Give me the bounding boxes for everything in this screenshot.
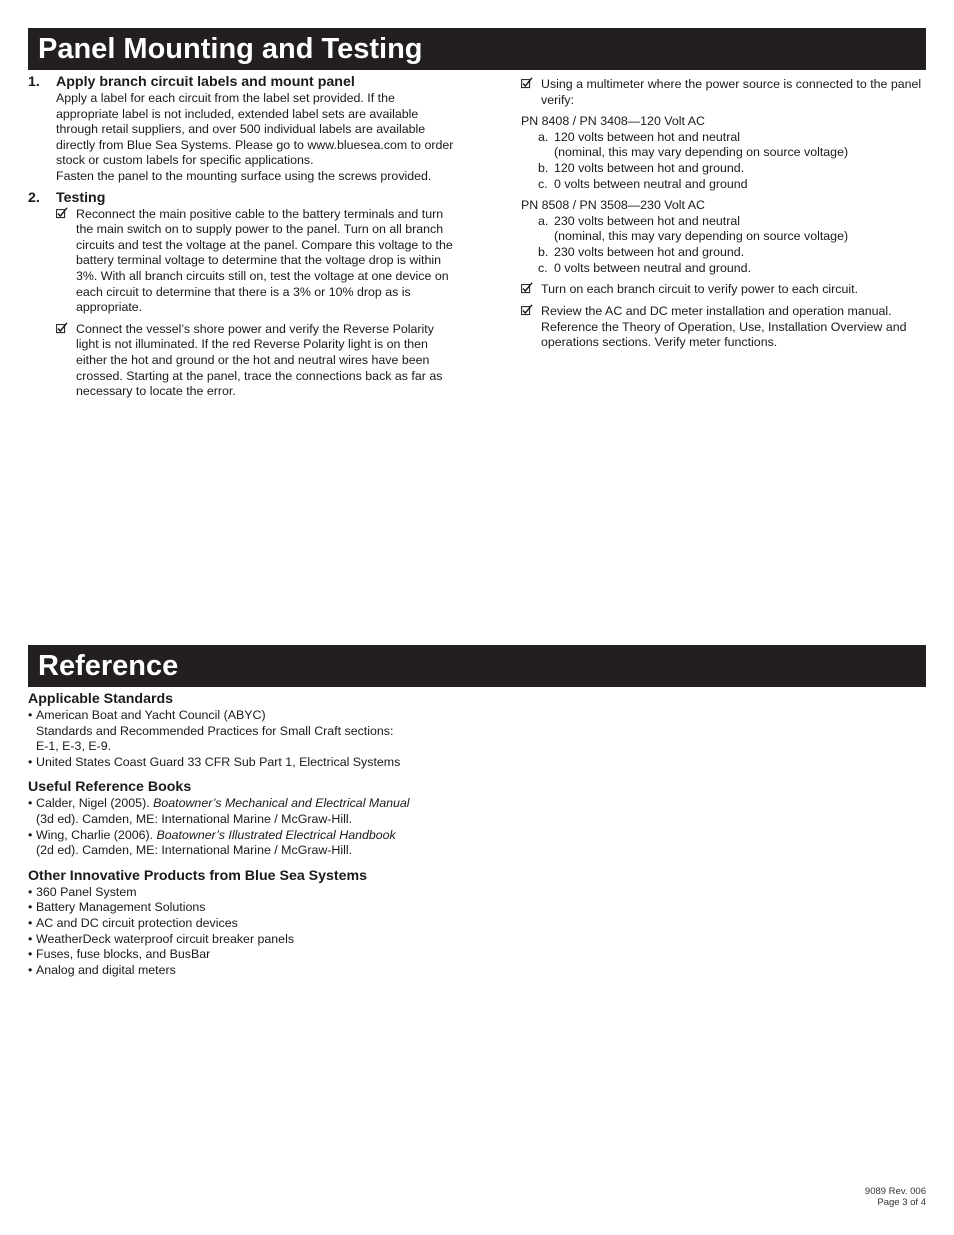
pn-list-item xyxy=(538,245,931,261)
standard-sections: E-1, E-3, E-9. xyxy=(36,739,112,754)
list-text: Analog and digital meters xyxy=(36,962,176,977)
pn-list-item xyxy=(538,261,931,277)
list-item xyxy=(28,828,548,859)
book-author: Calder, Nigel (2005). xyxy=(36,796,154,811)
section-title: Panel Mounting and Testing xyxy=(38,33,423,65)
list-text xyxy=(36,796,548,827)
bullet: • xyxy=(28,900,33,915)
pn-heading: PN 8408 / PN 3408—120 Volt AC xyxy=(521,114,705,129)
book-publisher: (3d ed). Camden, ME: International Marine / McGraw-Hill. xyxy=(36,811,353,826)
step-2-heading xyxy=(28,190,458,207)
step-number: 2. xyxy=(28,189,40,206)
books-group xyxy=(28,778,548,858)
list-text-main: 120 volts between hot and neutral xyxy=(554,129,740,144)
bullet: • xyxy=(28,708,33,722)
standard-name: American Boat and Yacht Council (ABYC) xyxy=(36,708,266,722)
bullet: • xyxy=(28,884,33,899)
bullet: • xyxy=(28,796,33,811)
list-item xyxy=(28,755,548,771)
page-number: Page 3 of 4 xyxy=(877,1197,926,1208)
pn-120-block xyxy=(521,114,931,192)
step-1-body xyxy=(56,91,458,185)
list-text: 360 Panel System xyxy=(36,884,137,899)
pn-230-block xyxy=(521,198,931,276)
book-title: Boatowner’s Illustrated Electrical Handbook xyxy=(156,827,396,842)
checklist-item xyxy=(521,77,931,108)
bullet: • xyxy=(28,931,33,946)
checklist-item xyxy=(56,322,458,400)
list-text xyxy=(36,708,548,755)
left-column xyxy=(28,74,458,400)
bullet: • xyxy=(28,827,33,842)
list-item xyxy=(28,963,548,979)
list-text: 0 volts between neutral and ground xyxy=(554,176,748,191)
list-text: 230 volts between hot and ground. xyxy=(554,244,745,259)
list-item xyxy=(28,708,548,755)
checklist-text: Reconnect the main positive cable to the battery terminals and turn the main switch on to supply power to the panel. Turn on all branch circuits and test the voltage at the panel. Compare this voltage to the battery terminal voltage to determine that the voltage drop is within 3%. With all branch circuits still on, test the voltage at one device on each circuit to determine that there is a 3% or 10% drop as is appropriate. xyxy=(76,206,453,315)
list-letter: b. xyxy=(538,244,549,259)
section-banner-panel-mounting xyxy=(28,28,926,70)
checklist-item xyxy=(521,304,931,351)
bullet: • xyxy=(28,754,33,769)
checklist-text: Connect the vessel’s shore power and verify the Reverse Polarity light is not illuminated. If the red Reverse Polarity light is on then either the hot and ground or the hot and neutral wires have been crossed. Starting at the panel, trace the connections back as far as necessary to locate the error. xyxy=(76,321,443,399)
list-text-note: (nominal, this may vary depending on source voltage) xyxy=(554,145,849,160)
list-item xyxy=(28,932,548,948)
step-2-checklist xyxy=(56,207,458,400)
right-column xyxy=(521,77,931,351)
checklist-item xyxy=(521,282,931,298)
pn-list-item xyxy=(538,130,931,161)
list-item xyxy=(28,947,548,963)
pn-heading: PN 8508 / PN 3508—230 Volt AC xyxy=(521,198,705,213)
list-letter: c. xyxy=(538,260,548,275)
list-text-main: 230 volts between hot and neutral xyxy=(554,213,740,228)
subsection-heading: Other Innovative Products from Blue Sea Systems xyxy=(28,867,368,884)
checkbox-check-icon xyxy=(521,282,541,298)
products-group xyxy=(28,867,548,979)
subsection-heading: Applicable Standards xyxy=(28,691,174,707)
bullet: • xyxy=(28,915,33,930)
list-text: 0 volts between neutral and ground. xyxy=(554,260,752,275)
checklist-text: Using a multimeter where the power source is connected to the panel verify: xyxy=(541,77,922,107)
section-banner-reference xyxy=(28,645,926,687)
standards-group xyxy=(28,690,548,770)
step-title: Apply branch circuit labels and mount panel xyxy=(56,74,355,90)
checkbox-check-icon xyxy=(56,207,76,316)
list-text: 120 volts between hot and ground. xyxy=(554,160,745,175)
checklist-text: Review the AC and DC meter installation and operation manual. Reference the Theory of Operation, Use, Installation Overview and operations sections. Verify meter functions. xyxy=(541,304,907,350)
step-title: Testing xyxy=(56,189,106,206)
checkbox-check-icon xyxy=(521,77,541,108)
bullet: • xyxy=(28,947,33,962)
list-text: AC and DC circuit protection devices xyxy=(36,915,238,930)
book-author: Wing, Charlie (2006). xyxy=(36,827,157,842)
list-letter: b. xyxy=(538,160,549,175)
list-letter: a. xyxy=(538,129,549,144)
subsection-heading: Useful Reference Books xyxy=(28,779,192,796)
list-text-note: (nominal, this may vary depending on source voltage) xyxy=(554,229,849,244)
list-item xyxy=(28,796,548,827)
list-letter: c. xyxy=(538,176,548,191)
step-1-paragraph-2: Fasten the panel to the mounting surface using the screws provided. xyxy=(56,168,432,183)
section-title: Reference xyxy=(38,650,179,682)
revision-number: 9089 Rev. 006 xyxy=(864,1186,926,1197)
page-footer xyxy=(865,1186,926,1208)
list-text: WeatherDeck waterproof circuit breaker panels xyxy=(36,931,295,946)
pn-list-item xyxy=(538,177,931,193)
checkbox-check-icon xyxy=(521,304,541,351)
bullet: • xyxy=(28,962,33,977)
list-text: Battery Management Solutions xyxy=(36,900,206,915)
pn-list-item xyxy=(538,214,931,245)
step-number: 1. xyxy=(28,74,40,90)
checklist-item xyxy=(56,207,458,316)
list-text: United States Coast Guard 33 CFR Sub Part 1, Electrical Systems xyxy=(36,754,401,769)
book-title: Boatowner’s Mechanical and Electrical Manual xyxy=(153,796,410,811)
reference-section xyxy=(28,690,548,986)
list-item xyxy=(28,885,548,901)
pn-list-item xyxy=(538,161,931,177)
checklist-text: Turn on each branch circuit to verify power to each circuit. xyxy=(541,282,859,297)
list-text xyxy=(554,130,931,161)
list-text xyxy=(554,214,931,245)
list-text xyxy=(36,828,548,859)
standard-detail: Standards and Recommended Practices for Small Craft sections: xyxy=(36,723,394,738)
list-text: Fuses, fuse blocks, and BusBar xyxy=(36,947,211,962)
list-item xyxy=(28,900,548,916)
step-1-heading xyxy=(28,74,458,91)
list-item xyxy=(28,916,548,932)
checkbox-check-icon xyxy=(56,322,76,400)
step-1-paragraph: Apply a label for each circuit from the label set provided. If the appropriate label is not included, extended label sets are available through retail suppliers, and over 500 individual labels are available directly from Blue Sea Systems. Please go to www.bluesea.com to order stock or custom labels for specific applications. xyxy=(56,91,454,168)
list-letter: a. xyxy=(538,213,549,228)
book-publisher: (2d ed). Camden, ME: International Marine / McGraw-Hill. xyxy=(36,843,353,858)
